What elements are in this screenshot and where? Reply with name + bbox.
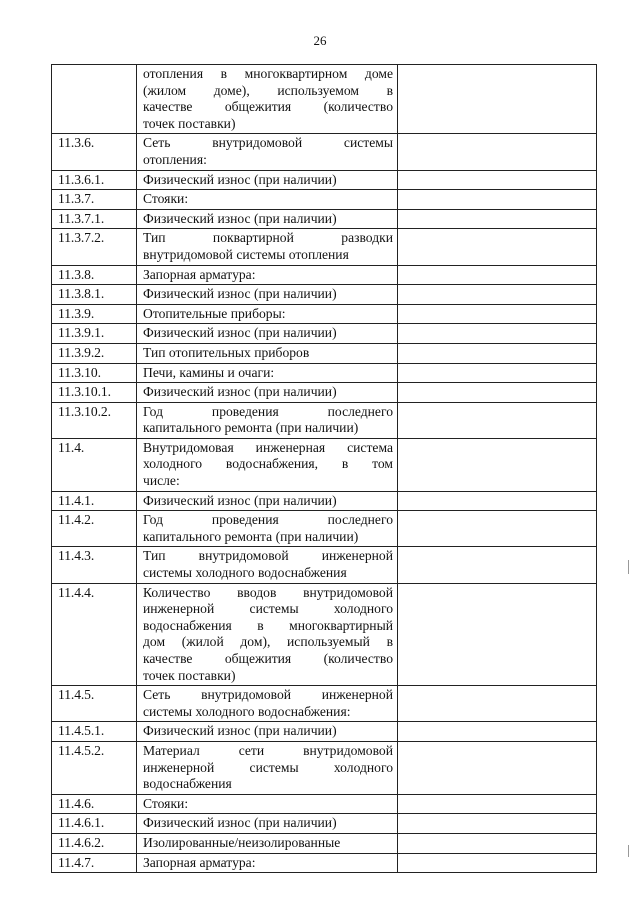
description-line: Физический износ (при наличии)	[143, 210, 337, 226]
item-description	[137, 343, 398, 363]
item-value-cell[interactable]	[398, 547, 597, 583]
description-line: числе:	[143, 473, 180, 489]
table-row	[52, 65, 597, 134]
description-line: Физический износ (при наличии)	[143, 492, 337, 508]
item-number: 11.3.8.	[52, 265, 137, 285]
item-number: 11.3.10.2.	[52, 402, 137, 438]
item-value-cell[interactable]	[398, 583, 597, 686]
item-value-cell[interactable]	[398, 686, 597, 722]
table-row	[52, 583, 597, 686]
item-value-cell[interactable]	[398, 438, 597, 491]
table-row	[52, 343, 597, 363]
description-line: Материал сети внутридомовой	[143, 742, 393, 758]
description-line: качестве общежития (количество	[143, 99, 393, 115]
description-line: Стояки:	[143, 795, 189, 811]
item-number: 11.3.6.	[52, 134, 137, 170]
item-value-cell[interactable]	[398, 265, 597, 285]
item-description	[137, 170, 398, 190]
description-line: инженерной системы холодного	[143, 759, 393, 775]
item-number: 11.4.5.	[52, 686, 137, 722]
item-number: 11.4.4.	[52, 583, 137, 686]
table-row	[52, 190, 597, 210]
description-line: системы холодного водоснабжения:	[143, 703, 351, 719]
item-value-cell[interactable]	[398, 285, 597, 305]
item-value-cell[interactable]	[398, 794, 597, 814]
description-line: водоснабжения в многоквартирный	[143, 617, 393, 633]
description-line: Физический износ (при наличии)	[143, 325, 337, 341]
table-row	[52, 304, 597, 324]
description-line: Год проведения последнего	[143, 512, 393, 528]
item-description	[137, 686, 398, 722]
item-number: 11.4.6.	[52, 794, 137, 814]
table-row	[52, 134, 597, 170]
item-description	[137, 547, 398, 583]
item-value-cell[interactable]	[398, 363, 597, 383]
item-number: 11.4.1.	[52, 491, 137, 511]
table-body	[52, 65, 597, 873]
table-row	[52, 229, 597, 265]
item-description	[137, 402, 398, 438]
item-description	[137, 814, 398, 834]
description-line: Количество вводов внутридомовой	[143, 584, 393, 600]
description-line: Физический износ (при наличии)	[143, 815, 337, 831]
description-line: Физический износ (при наличии)	[143, 286, 337, 302]
table-row	[52, 547, 597, 583]
item-description	[137, 65, 398, 134]
item-value-cell[interactable]	[398, 741, 597, 794]
description-line: системы холодного водоснабжения	[143, 565, 347, 581]
description-line: Сеть внутридомовой системы	[143, 135, 393, 151]
item-number: 11.3.8.1.	[52, 285, 137, 305]
item-description	[137, 265, 398, 285]
item-value-cell[interactable]	[398, 343, 597, 363]
item-value-cell[interactable]	[398, 324, 597, 344]
table-row	[52, 285, 597, 305]
item-value-cell[interactable]	[398, 304, 597, 324]
item-value-cell[interactable]	[398, 814, 597, 834]
table-row	[52, 383, 597, 403]
item-value-cell[interactable]	[398, 383, 597, 403]
item-description	[137, 363, 398, 383]
item-number: 11.3.7.	[52, 190, 137, 210]
description-line: точек поставки)	[143, 115, 236, 131]
description-line: капитального ремонта (при наличии)	[143, 528, 359, 544]
description-line: отопления:	[143, 151, 207, 167]
table-row	[52, 265, 597, 285]
description-line: Изолированные/неизолированные	[143, 834, 341, 850]
item-number: 11.3.7.2.	[52, 229, 137, 265]
item-description	[137, 511, 398, 547]
item-number: 11.4.3.	[52, 547, 137, 583]
item-value-cell[interactable]	[398, 722, 597, 742]
description-line: Тип поквартирной разводки	[143, 230, 393, 246]
table-row	[52, 814, 597, 834]
table-row	[52, 402, 597, 438]
item-description	[137, 383, 398, 403]
item-number: 11.3.9.	[52, 304, 137, 324]
item-description	[137, 583, 398, 686]
item-description	[137, 722, 398, 742]
item-description	[137, 794, 398, 814]
item-number: 11.4.7.	[52, 853, 137, 873]
item-value-cell[interactable]	[398, 209, 597, 229]
description-line: холодного водоснабжения, в том	[143, 456, 393, 472]
description-line: Тип внутридомовой инженерной	[143, 548, 393, 564]
item-number: 11.3.6.1.	[52, 170, 137, 190]
table-row	[52, 438, 597, 491]
description-line: капитального ремонта (при наличии)	[143, 420, 359, 436]
description-line: Год проведения последнего	[143, 403, 393, 419]
item-description	[137, 190, 398, 210]
data-table	[51, 64, 597, 873]
description-line: Отопительные приборы:	[143, 305, 286, 321]
description-line: отопления в многоквартирном доме	[143, 66, 393, 81]
description-line: внутридомовой системы отопления	[143, 246, 349, 262]
item-number: 11.4.5.1.	[52, 722, 137, 742]
item-value-cell[interactable]	[398, 190, 597, 210]
item-number: 11.3.9.2.	[52, 343, 137, 363]
description-line: (жилом доме), используемом в	[143, 82, 393, 98]
table-row	[52, 686, 597, 722]
table-row	[52, 833, 597, 853]
description-line: Сеть внутридомовой инженерной	[143, 687, 393, 703]
item-value-cell[interactable]	[398, 853, 597, 873]
item-description	[137, 324, 398, 344]
item-number: 11.4.6.2.	[52, 833, 137, 853]
item-description	[137, 209, 398, 229]
item-number: 11.4.5.2.	[52, 741, 137, 794]
item-value-cell[interactable]	[398, 134, 597, 170]
table-row	[52, 324, 597, 344]
item-number: 11.3.9.1.	[52, 324, 137, 344]
description-line: Стояки:	[143, 191, 189, 207]
item-value-cell[interactable]	[398, 402, 597, 438]
item-description	[137, 285, 398, 305]
item-number: 11.4.6.1.	[52, 814, 137, 834]
scan-artifact	[628, 560, 629, 574]
item-value-cell[interactable]	[398, 65, 597, 134]
item-number: 11.4.	[52, 438, 137, 491]
item-value-cell[interactable]	[398, 170, 597, 190]
table-row	[52, 363, 597, 383]
description-line: Запорная арматура:	[143, 854, 256, 870]
description-line: Печи, камины и очаги:	[143, 364, 275, 380]
item-number: 11.3.7.1.	[52, 209, 137, 229]
item-description	[137, 134, 398, 170]
item-description	[137, 438, 398, 491]
description-line: Тип отопительных приборов	[143, 344, 310, 360]
item-description	[137, 741, 398, 794]
table-row	[52, 794, 597, 814]
description-line: качестве общежития (количество	[143, 651, 393, 666]
item-number	[52, 65, 137, 134]
description-line: Физический износ (при наличии)	[143, 171, 337, 187]
item-description	[137, 491, 398, 511]
table-row	[52, 209, 597, 229]
table-row	[52, 170, 597, 190]
item-description	[137, 229, 398, 265]
item-value-cell[interactable]	[398, 833, 597, 853]
item-number: 11.3.10.	[52, 363, 137, 383]
table-row	[52, 722, 597, 742]
item-description	[137, 853, 398, 873]
item-number: 11.4.2.	[52, 511, 137, 547]
description-line: инженерной системы холодного	[143, 601, 393, 617]
table-row	[52, 741, 597, 794]
description-line: дом (жилой дом), используемый в	[143, 634, 393, 650]
description-line: Запорная арматура:	[143, 266, 256, 282]
table-row	[52, 853, 597, 873]
scan-artifact	[628, 845, 629, 857]
page-number: 26	[313, 33, 327, 48]
table-row	[52, 491, 597, 511]
description-line: Физический износ (при наличии)	[143, 384, 337, 400]
description-line: точек поставки)	[143, 667, 236, 683]
description-line: водоснабжения	[143, 776, 232, 792]
description-line: Физический износ (при наличии)	[143, 723, 337, 739]
item-value-cell[interactable]	[398, 511, 597, 547]
item-value-cell[interactable]	[398, 491, 597, 511]
table-row	[52, 511, 597, 547]
item-description	[137, 833, 398, 853]
item-description	[137, 304, 398, 324]
description-line: Внутридомовая инженерная система	[143, 439, 393, 455]
item-number: 11.3.10.1.	[52, 383, 137, 403]
item-value-cell[interactable]	[398, 229, 597, 265]
